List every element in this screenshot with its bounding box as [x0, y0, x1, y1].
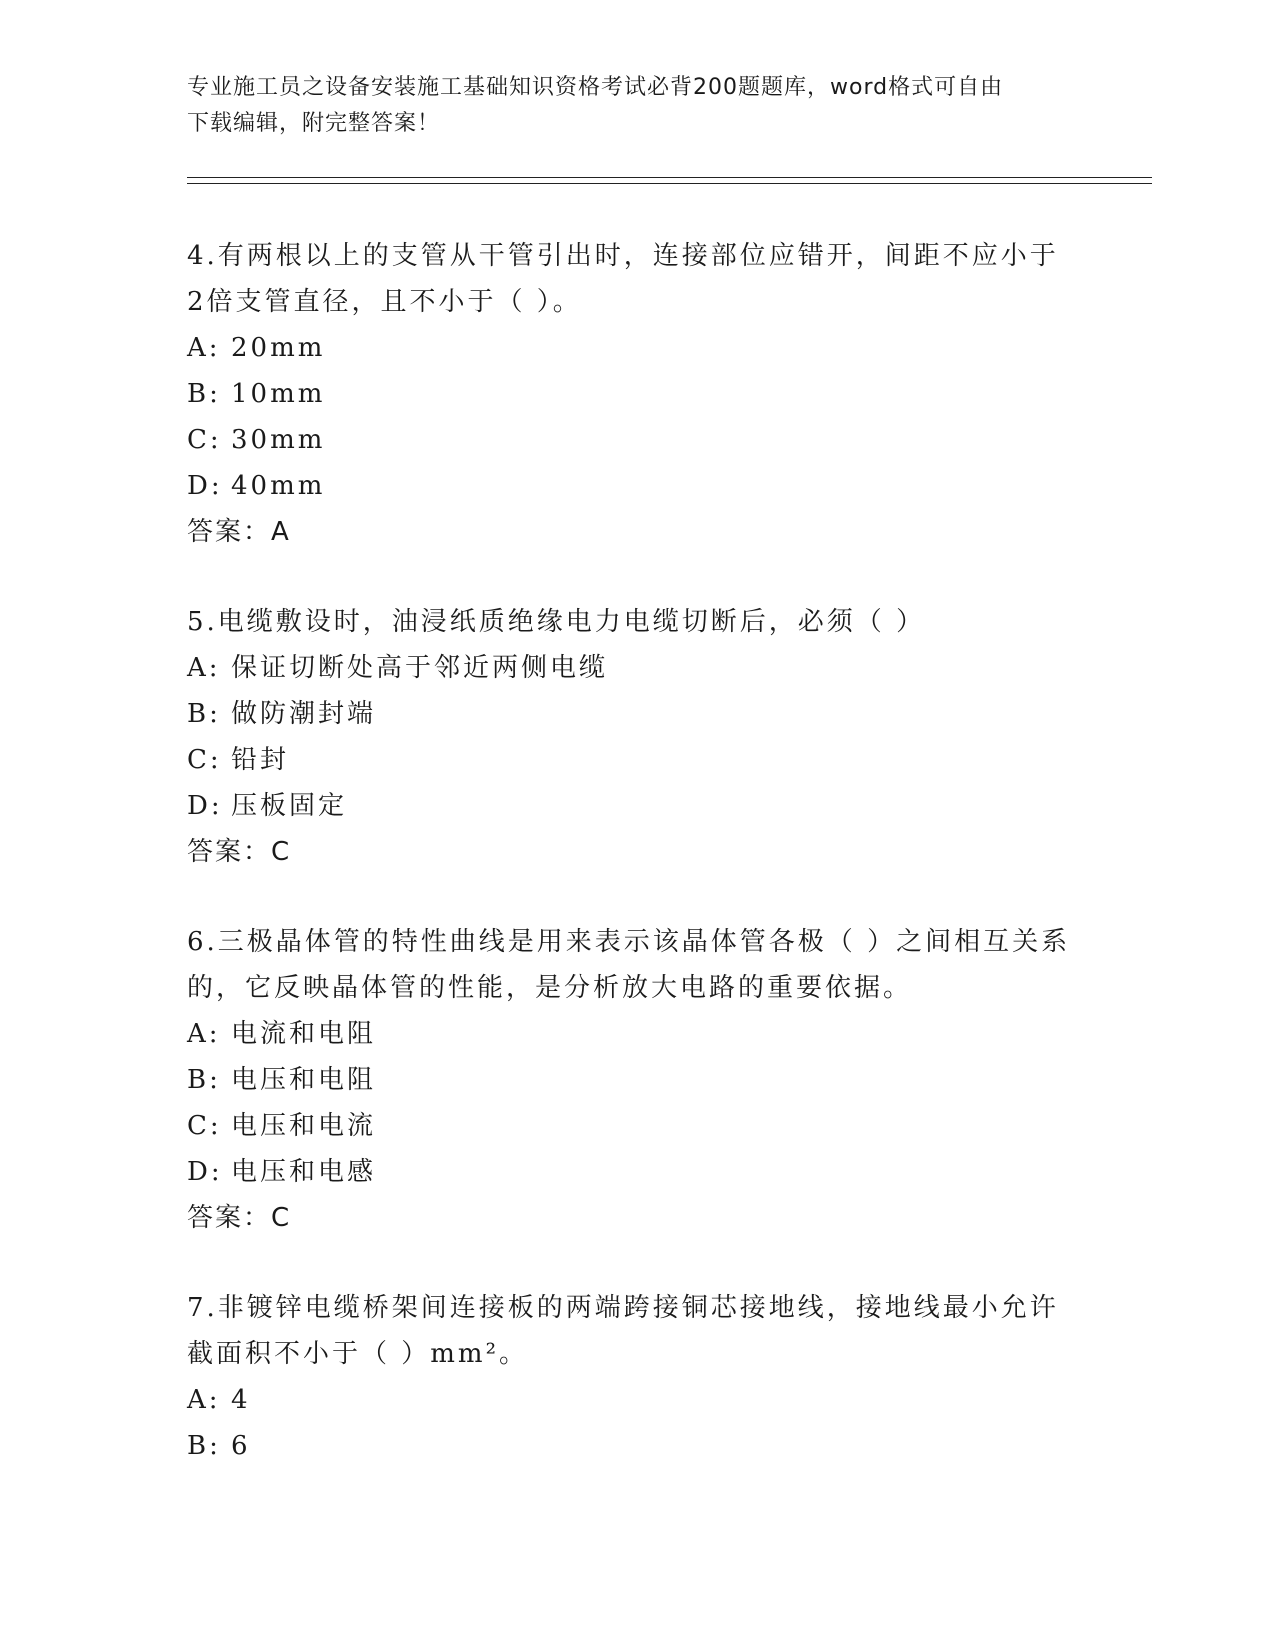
option-letter: D: [187, 1157, 223, 1187]
option-b [187, 1057, 1087, 1103]
option-text: 电流和电阻 [231, 1019, 377, 1049]
option-text: 20mm [231, 333, 326, 363]
option-letter: B: [187, 1431, 221, 1461]
option-text: 压板固定 [231, 791, 348, 821]
option-text: 铅封 [231, 745, 290, 775]
option-letter: C: [187, 745, 222, 775]
option-letter: A: [187, 333, 221, 363]
option-letter: A: [187, 1385, 221, 1415]
option-text: 电压和电流 [231, 1111, 377, 1141]
question-7 [187, 1285, 1087, 1469]
option-a [187, 645, 1087, 691]
option-letter: A: [187, 653, 221, 683]
option-b [187, 1423, 1087, 1469]
header-title-line-1: 专业施工员之设备安装施工基础知识资格考试必背200题题库，word格式可自由 [187, 75, 1004, 100]
option-text: 电压和电感 [231, 1157, 377, 1187]
option-letter: C: [187, 425, 222, 455]
option-a [187, 1377, 1087, 1423]
option-letter: C: [187, 1111, 222, 1141]
header-divider-bottom [187, 183, 1152, 184]
option-text: 6 [231, 1431, 251, 1461]
header-title-line-2: 下载编辑，附完整答案！ [187, 111, 441, 136]
answer-label: 答案：A [187, 517, 291, 547]
option-letter: D: [187, 471, 223, 501]
question-stem-line-2: 的，它反映晶体管的性能，是分析放大电路的重要依据。 [187, 973, 913, 1003]
question-stem-line-1: 7.非镀锌电缆桥架间连接板的两端跨接铜芯接地线，接地线最小允许 [187, 1293, 1059, 1323]
option-letter: D: [187, 791, 223, 821]
option-letter: B: [187, 699, 221, 729]
question-4 [187, 233, 1087, 555]
option-b [187, 691, 1087, 737]
option-text: 电压和电阻 [231, 1065, 377, 1095]
option-letter: B: [187, 1065, 221, 1095]
option-text: 做防潮封端 [231, 699, 377, 729]
option-letter: A: [187, 1019, 221, 1049]
question-stem-line-2: 2倍支管直径，且不小于（ ）。 [187, 287, 582, 317]
option-c [187, 417, 1087, 463]
option-text: 4 [231, 1385, 251, 1415]
option-text: 10mm [231, 379, 326, 409]
document-header [187, 70, 1087, 142]
option-b [187, 371, 1087, 417]
question-stem-line-1: 4.有两根以上的支管从干管引出时，连接部位应错开，间距不应小于 [187, 241, 1059, 271]
option-c [187, 737, 1087, 783]
option-text: 30mm [231, 425, 326, 455]
answer-label: 答案：C [187, 1203, 292, 1233]
question-stem-line-1: 5.电缆敷设时，油浸纸质绝缘电力电缆切断后，必须（ ） [187, 607, 926, 637]
option-c [187, 1103, 1087, 1149]
question-list [187, 233, 1087, 1513]
option-d [187, 1149, 1087, 1195]
option-text: 40mm [231, 471, 326, 501]
option-a [187, 1011, 1087, 1057]
option-text: 保证切断处高于邻近两侧电缆 [231, 653, 609, 683]
option-a [187, 325, 1087, 371]
question-6 [187, 919, 1087, 1241]
option-letter: B: [187, 379, 221, 409]
option-d [187, 463, 1087, 509]
question-stem-line-2: 截面积不小于（ ）mm²。 [187, 1339, 528, 1369]
answer-label: 答案：C [187, 837, 292, 867]
option-d [187, 783, 1087, 829]
question-stem-line-1: 6.三极晶体管的特性曲线是用来表示该晶体管各极（ ）之间相互关系 [187, 927, 1071, 957]
header-divider-top [187, 177, 1152, 178]
question-5 [187, 599, 1087, 875]
